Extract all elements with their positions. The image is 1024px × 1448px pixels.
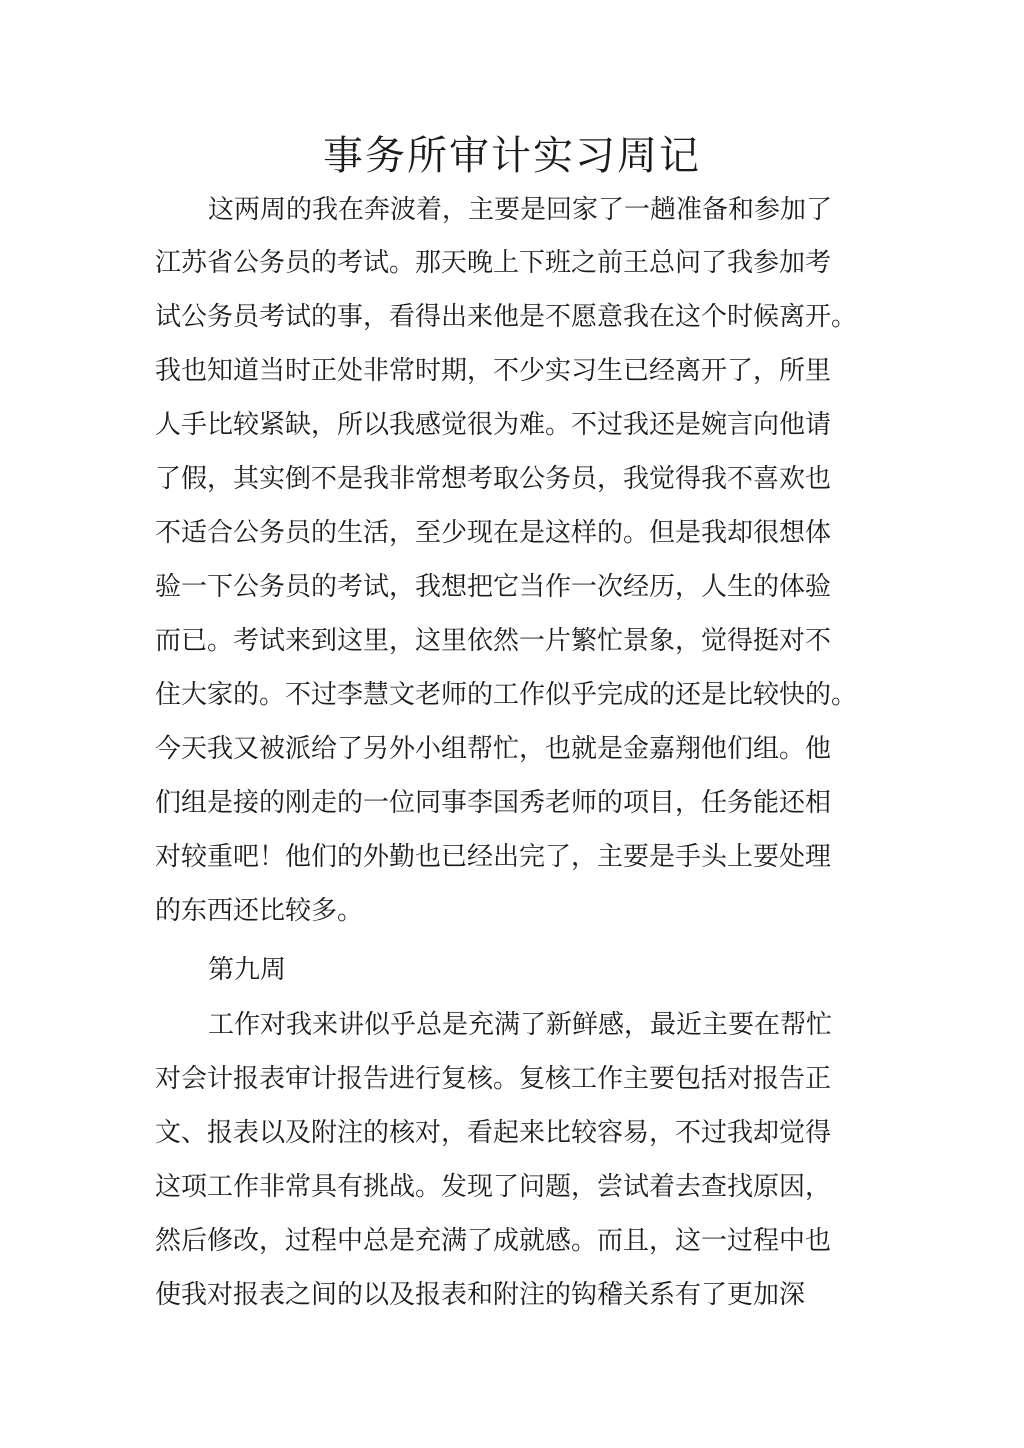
paragraph-line: 我也知道当时正处非常时期，不少实习生已经离开了，所里 [155,356,832,386]
paragraph-line: 们组是接的刚走的一位同事李国秀老师的项目，任务能还相 [155,788,832,818]
paragraph-line: 然后修改，过程中总是充满了成就感。而且，这一过程中也 [155,1226,832,1256]
paragraph-line: 这项工作非常具有挑战。发现了问题，尝试着去查找原因， [155,1172,832,1202]
paragraph-line: 这两周的我在奔波着，主要是回家了一趟准备和参加了 [208,195,833,225]
paragraph-line: 对较重吧！他们的外勤也已经出完了，主要是手头上要处理 [155,842,832,872]
document-title: 事务所审计实习周记 [323,133,701,179]
paragraph-line: 试公务员考试的事，看得出来他是不愿意我在这个时候离开。 [155,302,858,332]
paragraph-line: 工作对我来讲似乎总是充满了新鲜感，最近主要在帮忙 [208,1010,833,1040]
paragraph-line: 的东西还比较多。 [155,896,364,926]
paragraph-line: 使我对报表之间的以及报表和附注的钩稽关系有了更加深 [155,1280,806,1310]
paragraph-line: 而已。考试来到这里，这里依然一片繁忙景象，觉得挺对不 [155,626,832,656]
section-heading: 第九周 [208,955,287,985]
paragraph-line: 江苏省公务员的考试。那天晚上下班之前王总问了我参加考 [155,248,832,278]
paragraph-line: 对会计报表审计报告进行复核。复核工作主要包括对报告正 [155,1064,832,1094]
paragraph-line: 人手比较紧缺，所以我感觉很为难。不过我还是婉言向他请 [155,410,832,440]
paragraph-line: 文、报表以及附注的核对，看起来比较容易，不过我却觉得 [155,1118,832,1148]
paragraph-line: 不适合公务员的生活，至少现在是这样的。但是我却很想体 [155,518,832,548]
paragraph-line: 住大家的。不过李慧文老师的工作似乎完成的还是比较快的。 [155,680,858,710]
paragraph-line: 今天我又被派给了另外小组帮忙，也就是金嘉翔他们组。他 [155,734,832,764]
paragraph-line: 验一下公务员的考试，我想把它当作一次经历，人生的体验 [155,572,832,602]
paragraph-line: 了假，其实倒不是我非常想考取公务员，我觉得我不喜欢也 [155,464,832,494]
